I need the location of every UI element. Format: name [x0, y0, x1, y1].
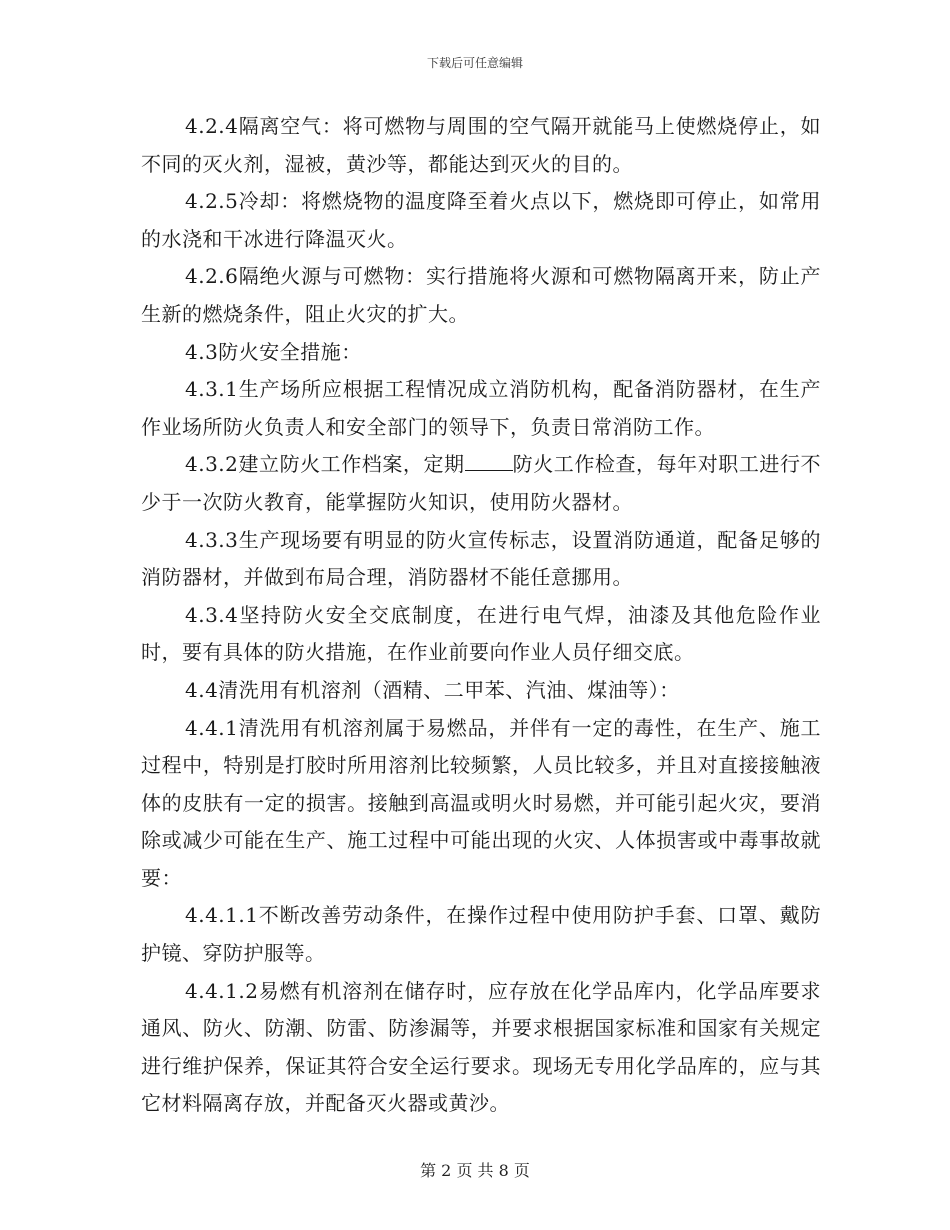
paragraph-4-3-2-start: 4.3.2建立防火工作档案，定期 [185, 452, 465, 477]
page-number: 第 2 页 共 8 页 [420, 1161, 530, 1180]
fill-in-blank [465, 448, 513, 471]
paragraph-4-3-2 [141, 446, 821, 521]
paragraph-4-2-6: 4.2.6隔绝火源与可燃物：实行措施将火源和可燃物隔离开来，防止产生新的燃烧条件，阻止火灾的扩大。 [141, 264, 821, 326]
paragraph-4-3-2-end: 防火工作检查，每年对职工进行不少于一次防火教育，能掌握防火知识，使用防火器材。 [141, 452, 822, 514]
section-heading-4-3: 4.3防火安全措施： [185, 339, 362, 364]
paragraph-4-4-1: 4.4.1清洗用有机溶剂属于易燃品，并伴有一定的毒性，在生产、施工过程中，特别是打胶时所用溶剂比较频繁，人员比较多，并且对直接接触液体的皮肤有一定的损害。接触到高温或明火时易燃，并可能引起火灾，要消除或减少可能在生产、施工过程中可能出现的火灾、人体损害或中毒事故就要： [141, 715, 821, 890]
paragraph-4-3-4: 4.3.4坚持防火安全交底制度，在进行电气焊，油漆及其他危险作业时，要有具体的防火措施，在作业前要向作业人员仔细交底。 [141, 602, 821, 665]
paragraph-4-3-1: 4.3.1生产场所应根据工程情况成立消防机构，配备消防器材，在生产作业场所防火负责人和安全部门的领导下，负责日常消防工作。 [141, 377, 821, 439]
page-header: 下载后可任意编辑 [426, 56, 523, 70]
paragraph-4-2-4: 4.2.4隔离空气：将可燃物与周围的空气隔开就能马上使燃烧停止，如不同的灭火剂，湿被，黄沙等，都能达到灭火的目的。 [141, 114, 821, 176]
paragraph-4-2-5: 4.2.5冷却：将燃烧物的温度降至着火点以下，燃烧即可停止，如常用的水浇和干冰进行降温灭火。 [141, 189, 821, 251]
section-heading-4-4: 4.4清洗用有机溶剂（酒精、二甲苯、汽油、煤油等）： [185, 677, 680, 702]
paragraph-4-3-3: 4.3.3生产现场要有明显的防火宣传标志，设置消防通道，配备足够的消防器材，并做到布局合理，消防器材不能任意挪用。 [141, 527, 821, 590]
document-body [141, 108, 821, 1123]
paragraph-4-4-1-1: 4.4.1.1不断改善劳动条件，在操作过程中使用防护手套、口罩、戴防护镜、穿防护服等。 [141, 903, 821, 966]
paragraph-4-4-1-2: 4.4.1.2易燃有机溶剂在储存时，应存放在化学品库内，化学品库要求通风、防火、防潮、防雷、防渗漏等，并要求根据国家标准和国家有关规定进行维护保养，保证其符合安全运行要求。现场无专用化学品库的，应与其它材料隔离存放，并配备灭火器或黄沙。 [141, 978, 821, 1116]
